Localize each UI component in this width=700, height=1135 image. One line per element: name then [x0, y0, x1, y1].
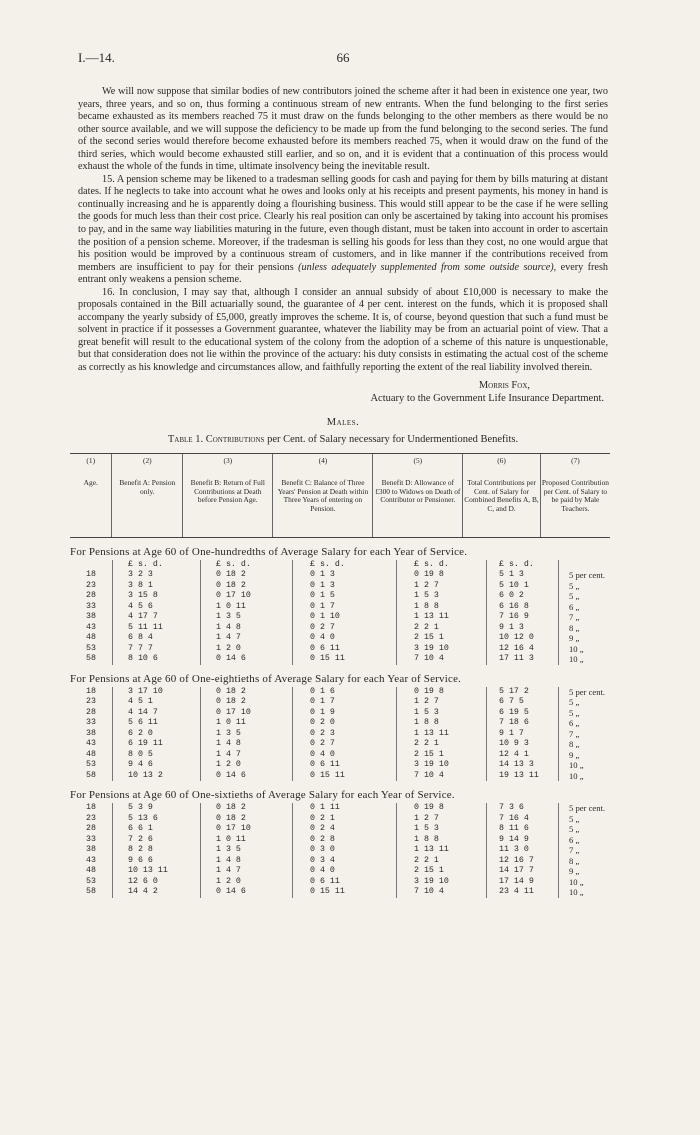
value-cell: 10 „ [569, 654, 584, 665]
value-cell: 0 2 7 [310, 622, 335, 632]
paragraph-15-italic: (unless adequately supplemented from some outside source) [298, 261, 554, 273]
value-cell: 0 18 2 [216, 803, 246, 813]
paragraph-14-continued: We will now suppose that similar bodies of new contributors joined the scheme after it had been in existence one year, two years, three years, and so on, thus forming a continuous stream of new entrants. When the fund belonging to the first series became exhausted as its members reached 75 it must draw on the funds belonging to the other members as there would be no other source available, and we will suppose the deficiency to be made up from the fund belonging to the second series. The fund of the second series would therefore become exhausted before its members reached 75, when it would draw on the fund of the third series, which would become exhausted still earlier, and so on, and it is evident that a continuation of this process would exhaust the whole of the funds in time, ultimate insolvency being the inevitable result. [78, 86, 608, 173]
column-label: Proposed Contribution per Cent. of Salary to be paid by Male Teachers. [541, 478, 609, 513]
value-cell: 12 16 4 [499, 643, 534, 653]
column-number: (1) [86, 455, 96, 465]
value-cell: 9 „ [569, 633, 580, 644]
age-cell: 53 [86, 876, 96, 886]
table-row [78, 856, 608, 867]
value-cell: 1 2 0 [216, 760, 241, 770]
value-cell: 3 15 8 [128, 591, 158, 601]
value-cell: 2 2 1 [414, 739, 439, 749]
value-cell: 8 10 6 [128, 654, 158, 664]
table-row [78, 739, 608, 750]
table-row [78, 771, 608, 782]
column-label: Benefit D: Allowance of £300 to Widows on Death of Contributor or Pensioner. [375, 478, 461, 505]
value-cell: 5 11 11 [128, 622, 163, 632]
value-cell: 4 17 7 [128, 612, 158, 622]
value-cell: 10 „ [569, 887, 584, 898]
column-header-5 [373, 453, 463, 537]
section-title: For Pensions at Age 60 of One-hundredths of Average Salary for each Year of Service. [70, 545, 468, 558]
value-cell: 0 17 10 [216, 591, 251, 601]
value-cell: 1 4 7 [216, 633, 241, 643]
age-cell: 23 [86, 697, 96, 707]
signatory-name: Morris Fox, [478, 379, 530, 391]
value-cell: 0 4 0 [310, 749, 335, 759]
value-cell: 7 „ [569, 845, 580, 856]
table-title-rest: per Cent. of Salary necessary for Undermentioned Benefits. [264, 433, 519, 445]
value-cell: 5 1 3 [499, 570, 524, 580]
age-cell: 28 [86, 824, 96, 834]
column-header-2 [112, 453, 183, 537]
document-reference: I.—14. [78, 50, 115, 65]
unit-label: £ s. d. [414, 559, 449, 569]
value-cell: 0 15 11 [310, 887, 345, 897]
age-cell: 43 [86, 739, 96, 749]
table-title [78, 434, 608, 445]
value-cell: 3 19 10 [414, 876, 449, 886]
age-cell: 33 [86, 834, 96, 844]
value-cell: 1 0 11 [216, 601, 246, 611]
age-cell: 38 [86, 612, 96, 622]
value-cell: 0 1 6 [310, 686, 335, 696]
value-cell: 0 6 11 [310, 760, 340, 770]
value-cell: 1 3 5 [216, 612, 241, 622]
value-cell: 1 5 3 [414, 591, 439, 601]
value-cell: 0 2 0 [310, 718, 335, 728]
age-cell: 18 [86, 686, 96, 696]
value-cell: 5 „ [569, 813, 580, 824]
column-header-4 [273, 453, 373, 537]
value-cell: 5 per cent. [569, 803, 606, 814]
column-header-table [70, 453, 610, 538]
value-cell: 1 2 7 [414, 580, 439, 590]
value-cell: 5 17 2 [499, 686, 529, 696]
value-cell: 3 8 1 [128, 580, 153, 590]
value-cell: 0 2 3 [310, 728, 335, 738]
value-cell: 1 3 5 [216, 845, 241, 855]
value-cell: 10 „ [569, 770, 584, 781]
value-cell: 1 2 7 [414, 697, 439, 707]
value-cell: 5 6 11 [128, 718, 158, 728]
value-cell: 7 „ [569, 728, 580, 739]
column-label: Benefit B: Return of Full Contributions at Death before Pension Age. [190, 478, 265, 505]
value-cell: 1 4 7 [216, 866, 241, 876]
age-cell: 18 [86, 803, 96, 813]
value-cell: 0 14 6 [216, 770, 246, 780]
value-cell: 6 „ [569, 718, 580, 729]
value-cell: 7 10 4 [414, 887, 444, 897]
value-cell: 1 2 7 [414, 813, 439, 823]
paragraph-15-text: 15. A pension scheme may be likened to a tradesman selling goods for cash and paying for them by bills maturing at distant dates. If he neglects to take into account what he owes and looks only at his receipts and present payments, his money in hand is continually increasing and he is apparently doing a flourishing business. This would still appear to be the case if he were selling the goods for much less than their cost price. Clearly his real position can only be ascertained by taking into account his promises to pay, and in the same way liabilities maturing in the future, even though distant, must be taken into account in order to ascertain the position of a pension scheme. Moreover, if the tradesman is selling his goods for less than they cost, no one would argue that his position would be improved by a continuous stream of customers, and in like manner if the contributions received from members are insufficient to pay for their pensions [78, 173, 608, 273]
value-cell: 10 „ [569, 643, 584, 654]
value-cell: 6 16 8 [499, 601, 529, 611]
column-number: (2) [142, 455, 152, 465]
value-cell: 19 13 11 [499, 770, 539, 780]
age-cell: 43 [86, 622, 96, 632]
value-cell: 17 11 3 [499, 654, 534, 664]
unit-label: £ s. d. [128, 559, 163, 569]
value-cell: 8 „ [569, 855, 580, 866]
table-row [78, 877, 608, 888]
table-row [78, 623, 608, 634]
value-cell: 2 15 1 [414, 866, 444, 876]
value-cell: 12 6 0 [128, 876, 158, 886]
value-cell: 1 4 7 [216, 749, 241, 759]
value-cell: 0 2 8 [310, 834, 335, 844]
table-row [78, 718, 608, 729]
value-cell: 1 2 0 [216, 876, 241, 886]
value-cell: 1 4 8 [216, 622, 241, 632]
value-cell: 7 10 4 [414, 654, 444, 664]
table-row [78, 602, 608, 613]
value-cell: 0 3 0 [310, 845, 335, 855]
column-number: (3) [223, 455, 233, 465]
value-cell: 1 0 11 [216, 718, 246, 728]
table-row [78, 866, 608, 877]
table-row [78, 708, 608, 719]
table-row [78, 697, 608, 708]
age-cell: 23 [86, 813, 96, 823]
column-header-6 [463, 453, 541, 537]
table-row [78, 845, 608, 856]
value-cell: 14 13 3 [499, 760, 534, 770]
value-cell: 3 17 10 [128, 686, 163, 696]
age-cell: 38 [86, 845, 96, 855]
value-cell: 11 3 0 [499, 845, 529, 855]
value-cell: 0 19 8 [414, 803, 444, 813]
value-cell: 1 0 11 [216, 834, 246, 844]
value-cell: 1 13 11 [414, 612, 449, 622]
column-header-1 [70, 453, 112, 537]
table-row [78, 750, 608, 761]
section-grid [78, 803, 608, 898]
table-row [78, 644, 608, 655]
value-cell: 1 4 8 [216, 739, 241, 749]
value-cell: 1 13 11 [414, 728, 449, 738]
value-cell: 7 10 4 [414, 770, 444, 780]
value-cell: 1 3 5 [216, 728, 241, 738]
value-cell: 1 5 3 [414, 824, 439, 834]
section-title: For Pensions at Age 60 of One-eightieths of Average Salary for each Year of Service. [70, 672, 462, 685]
value-cell: 0 19 8 [414, 570, 444, 580]
value-cell: 0 1 9 [310, 707, 335, 717]
value-cell: 5 „ [569, 580, 580, 591]
value-cell: 0 2 7 [310, 739, 335, 749]
value-cell: 0 4 0 [310, 633, 335, 643]
age-cell: 58 [86, 654, 96, 664]
table-row [78, 654, 608, 665]
table-row [78, 581, 608, 592]
value-cell: 0 1 3 [310, 570, 335, 580]
age-cell: 28 [86, 591, 96, 601]
value-cell: 6 8 4 [128, 633, 153, 643]
value-cell: 9 4 6 [128, 760, 153, 770]
value-cell: 4 14 7 [128, 707, 158, 717]
section-grid [78, 687, 608, 782]
value-cell: 17 14 9 [499, 876, 534, 886]
column-number: (5) [413, 455, 423, 465]
value-cell: 3 19 10 [414, 643, 449, 653]
paragraph-15 [78, 174, 608, 287]
value-cell: 5 10 1 [499, 580, 529, 590]
value-cell: 0 2 1 [310, 813, 335, 823]
age-cell: 48 [86, 749, 96, 759]
value-cell: 7 16 4 [499, 813, 529, 823]
age-cell: 48 [86, 866, 96, 876]
value-cell: 0 1 10 [310, 612, 340, 622]
value-cell: 23 4 11 [499, 887, 534, 897]
value-cell: 0 3 4 [310, 855, 335, 865]
unit-label: £ s. d. [499, 559, 534, 569]
column-label: Total Contributions per Cent. of Salary for Combined Benefits A, B, C, and D. [464, 478, 539, 513]
unit-label: £ s. d. [310, 559, 345, 569]
value-cell: 7 „ [569, 612, 580, 623]
document-page [70, 50, 609, 898]
value-cell: 14 17 7 [499, 866, 534, 876]
value-cell: 0 14 6 [216, 887, 246, 897]
table-row [78, 687, 608, 698]
value-cell: 0 2 4 [310, 824, 335, 834]
value-cell: 10 9 3 [499, 739, 529, 749]
value-cell: 7 7 7 [128, 643, 153, 653]
table-row [78, 835, 608, 846]
column-label: Age. [83, 478, 98, 488]
page-number: 66 [336, 50, 350, 65]
value-cell: 3 2 3 [128, 570, 153, 580]
value-cell: 4 5 6 [128, 601, 153, 611]
value-cell: 10 12 0 [499, 633, 534, 643]
value-cell: 10 13 11 [128, 866, 168, 876]
table-heading: Males. [326, 416, 360, 428]
age-cell: 58 [86, 770, 96, 780]
age-cell: 28 [86, 707, 96, 717]
column-label: Benefit A: Pension only. [119, 478, 176, 496]
value-cell: 0 1 3 [310, 580, 335, 590]
value-cell: 0 17 10 [216, 707, 251, 717]
value-cell: 2 15 1 [414, 749, 444, 759]
value-cell: 4 5 1 [128, 697, 153, 707]
column-number: (6) [497, 455, 506, 465]
value-cell: 0 15 11 [310, 654, 345, 664]
table-row [78, 633, 608, 644]
value-cell: 6 7 5 [499, 697, 524, 707]
table-row [78, 612, 608, 623]
value-cell: 0 18 2 [216, 697, 246, 707]
value-cell: 6 19 11 [128, 739, 163, 749]
section-title: For Pensions at Age 60 of One-sixtieths of Average Salary for each Year of Service. [70, 789, 455, 802]
column-number: (7) [571, 455, 580, 465]
table-row [78, 591, 608, 602]
value-cell: 0 19 8 [414, 686, 444, 696]
table-body [70, 545, 608, 898]
value-cell: 7 2 6 [128, 834, 153, 844]
value-cell: 0 17 10 [216, 824, 251, 834]
value-cell: 6 6 1 [128, 824, 153, 834]
value-cell: 1 8 8 [414, 601, 439, 611]
value-cell: 0 6 11 [310, 876, 340, 886]
value-cell: 6 0 2 [499, 591, 524, 601]
value-cell: 5 per cent. [569, 570, 606, 581]
value-cell: 0 1 7 [310, 601, 335, 611]
value-cell: 7 3 6 [499, 803, 524, 813]
column-number: (4) [318, 455, 328, 465]
value-cell: 8 2 8 [128, 845, 153, 855]
value-cell: 9 6 6 [128, 855, 153, 865]
value-cell: 7 18 6 [499, 718, 529, 728]
value-cell: 0 18 2 [216, 686, 246, 696]
value-cell: 9 „ [569, 749, 580, 760]
table-row [78, 824, 608, 835]
value-cell: 8 „ [569, 739, 580, 750]
table-row [78, 887, 608, 898]
page-header [78, 50, 608, 68]
value-cell: 2 2 1 [414, 855, 439, 865]
signature-block [78, 379, 608, 405]
value-cell: 5 „ [569, 591, 580, 602]
column-label: Benefit C: Balance of Three Years' Pension at Death within Three Years of entering on Pension. [277, 478, 369, 513]
value-cell: 5 „ [569, 824, 580, 835]
table-row [78, 760, 608, 771]
value-cell: 8 „ [569, 622, 580, 633]
value-cell: 5 „ [569, 697, 580, 708]
value-cell: 9 „ [569, 866, 580, 877]
signatory-title: Actuary to the Government Life Insurance Department. [370, 392, 604, 404]
value-cell: 1 2 0 [216, 643, 241, 653]
value-cell: 9 1 7 [499, 728, 524, 738]
paragraph-16: 16. In conclusion, I may say that, although I consider an annual subsidy of about £10,000 is necessary to make the proposals contained in the Bill actuarially sound, the guarantee of 4 per cent. interest on the funds, which it is proposed shall accompany the yearly subsidy of £5,000, greatly improves the scheme. It is, of course, beyond question that such a fund must be solvent in practice if it possesses a Government guarantee, whatever the liability may be from an actuarial point of view. That a great benefit will result to the educational system of the colony from the adoption of a scheme of this nature is unquestionable, but that consideration does not lie within the province of the actuary: his duty consists in estimating the actual cost of the scheme as correctly as his knowledge and circumstances allow, and faithfully reporting the extent of the real liability involved therein. [78, 286, 608, 374]
value-cell: 6 19 5 [499, 707, 529, 717]
value-cell: 5 3 9 [128, 803, 153, 813]
age-cell: 48 [86, 633, 96, 643]
value-cell: 0 14 6 [216, 654, 246, 664]
value-cell: 0 1 11 [310, 803, 340, 813]
age-cell: 58 [86, 887, 96, 897]
column-header-7 [540, 453, 610, 537]
age-cell: 18 [86, 570, 96, 580]
age-cell: 23 [86, 580, 96, 590]
value-cell: 2 15 1 [414, 633, 444, 643]
age-cell: 53 [86, 643, 96, 653]
value-cell: 6 „ [569, 601, 580, 612]
age-cell: 53 [86, 760, 96, 770]
value-cell: 14 4 2 [128, 887, 158, 897]
section-grid [78, 560, 608, 665]
age-cell: 33 [86, 718, 96, 728]
table-row [78, 729, 608, 740]
value-cell: 0 18 2 [216, 813, 246, 823]
value-cell: 12 16 7 [499, 855, 534, 865]
value-cell: 8 11 6 [499, 824, 529, 834]
value-cell: 5 per cent. [569, 686, 606, 697]
value-cell: 6 „ [569, 834, 580, 845]
value-cell: 8 0 5 [128, 749, 153, 759]
value-cell: 7 16 9 [499, 612, 529, 622]
table-title-prefix: Table 1. Contributions [167, 433, 265, 445]
value-cell: 2 2 1 [414, 622, 439, 632]
value-cell: 0 1 5 [310, 591, 335, 601]
value-cell: 1 13 11 [414, 845, 449, 855]
value-cell: 1 5 3 [414, 707, 439, 717]
value-cell: 1 4 8 [216, 855, 241, 865]
value-cell: 1 8 8 [414, 834, 439, 844]
value-cell: 5 „ [569, 707, 580, 718]
value-cell: 9 1 3 [499, 622, 524, 632]
value-cell: 3 19 10 [414, 760, 449, 770]
value-cell: 0 18 2 [216, 570, 246, 580]
value-cell: 6 2 0 [128, 728, 153, 738]
value-cell: 10 13 2 [128, 770, 163, 780]
unit-label: £ s. d. [216, 559, 251, 569]
age-cell: 38 [86, 728, 96, 738]
paragraph-15-end: , every fresh entrant only weakens a pension scheme. [78, 261, 609, 286]
table-row [78, 814, 608, 825]
value-cell: 0 1 7 [310, 697, 335, 707]
age-cell: 33 [86, 601, 96, 611]
table-row [78, 570, 608, 581]
value-cell: 10 „ [569, 876, 584, 887]
units-row [78, 560, 608, 571]
value-cell: 0 18 2 [216, 580, 246, 590]
age-cell: 43 [86, 855, 96, 865]
column-header-3 [183, 453, 273, 537]
value-cell: 9 14 9 [499, 834, 529, 844]
value-cell: 12 4 1 [499, 749, 529, 759]
value-cell: 1 8 8 [414, 718, 439, 728]
table-row [78, 803, 608, 814]
value-cell: 0 4 0 [310, 866, 335, 876]
value-cell: 0 6 11 [310, 643, 340, 653]
value-cell: 10 „ [569, 760, 584, 771]
value-cell: 0 15 11 [310, 770, 345, 780]
value-cell: 5 13 6 [128, 813, 158, 823]
